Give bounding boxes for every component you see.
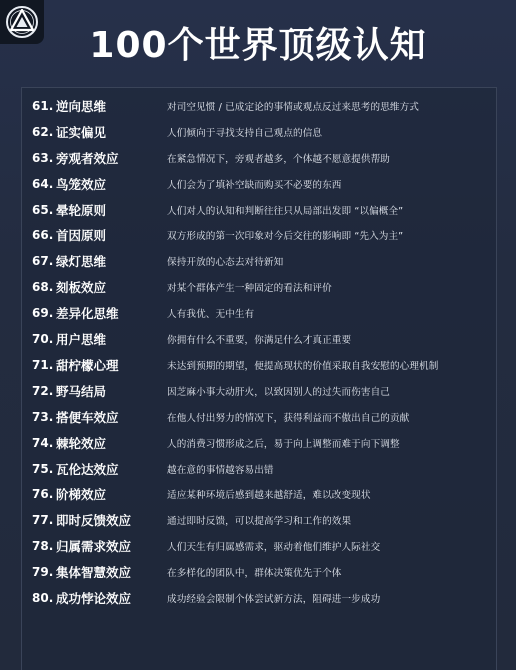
- item-description: 人们倾向于寻找支持自己观点的信息: [167, 127, 323, 139]
- item-number: 63.: [32, 150, 54, 165]
- item-term: 旁观者效应: [56, 150, 119, 166]
- list-item: [22, 274, 498, 300]
- item-number: 77.: [32, 513, 54, 528]
- list-item: [22, 171, 498, 197]
- item-description: 你拥有什么不重要，你满足什么才真正重要: [167, 335, 352, 347]
- page-title: 100个世界顶级认知: [89, 25, 427, 66]
- item-term: 绿灯思维: [56, 254, 107, 270]
- list-item: [22, 533, 498, 559]
- concept-list: [21, 87, 497, 670]
- item-number: 61.: [32, 98, 54, 113]
- list-item: [22, 482, 498, 508]
- item-term: 瓦伦达效应: [56, 461, 119, 477]
- item-number: 72.: [32, 383, 54, 398]
- item-number: 64.: [32, 176, 54, 191]
- item-description: 人有我优、无中生有: [167, 309, 255, 321]
- item-description: 人们会为了填补空缺而购买不必要的东西: [167, 179, 342, 191]
- item-number: 73.: [32, 409, 54, 424]
- item-description: 对司空见惯 / 已成定论的事情或观点反过来思考的思维方式: [167, 101, 419, 113]
- item-description: 通过即时反馈，可以提高学习和工作的效果: [167, 516, 352, 528]
- list-item: [22, 197, 498, 223]
- list-item: [22, 404, 498, 430]
- list-item: [22, 223, 498, 249]
- item-number: 79.: [32, 565, 54, 580]
- item-term: 首因原则: [56, 228, 107, 244]
- item-description: 适应某种环境后感到越来越舒适，难以改变现状: [167, 490, 371, 502]
- item-description: 在他人付出努力的情况下，获得利益而不傲出自己的贡献: [167, 412, 410, 424]
- item-term: 即时反馈效应: [56, 513, 132, 529]
- item-number: 76.: [32, 487, 54, 502]
- item-description: 未达到预期的期望，便提高现状的价值采取自我安慰的心理机制: [167, 360, 439, 372]
- item-term: 棘轮效应: [56, 435, 107, 451]
- item-term: 证实偏见: [56, 124, 107, 140]
- item-number: 70.: [32, 332, 54, 347]
- list-item: [22, 352, 498, 378]
- item-number: 69.: [32, 306, 54, 321]
- item-term: 用户思维: [56, 332, 107, 348]
- item-term: 差异化思维: [56, 306, 119, 322]
- item-term: 搭便车效应: [56, 409, 119, 425]
- item-term: 归属需求效应: [56, 539, 132, 555]
- item-term: 集体智慧效应: [56, 565, 132, 581]
- item-number: 67.: [32, 254, 54, 269]
- list-item: [22, 559, 498, 585]
- item-number: 75.: [32, 461, 54, 476]
- item-description: 在多样化的团队中，群体决策优先于个体: [167, 568, 342, 580]
- list-item: [22, 430, 498, 456]
- item-term: 甜柠檬心理: [56, 357, 119, 373]
- item-description: 双方形成的第一次印象对今后交往的影响即 “先入为主”: [167, 231, 404, 243]
- item-number: 62.: [32, 124, 54, 139]
- item-number: 71.: [32, 357, 54, 372]
- item-description: 保持开放的心态去对待新知: [167, 257, 284, 269]
- list-item: [22, 145, 498, 171]
- item-term: 野马结局: [56, 383, 107, 399]
- item-term: 阶梯效应: [56, 487, 107, 503]
- list-item: [22, 507, 498, 533]
- item-description: 成功经验会限制个体尝试新方法，阻碍进一步成功: [167, 594, 381, 606]
- item-number: 78.: [32, 539, 54, 554]
- list-item: [22, 300, 498, 326]
- item-number: 68.: [32, 280, 54, 295]
- item-description: 人的消费习惯形成之后，易于向上调整而难于向下调整: [167, 438, 400, 450]
- list-item: [22, 456, 498, 482]
- item-term: 鸟笼效应: [56, 176, 107, 192]
- item-number: 65.: [32, 202, 54, 217]
- item-description: 人们对人的认知和判断往往只从局部出发即 “以偏概全”: [167, 205, 404, 217]
- item-term: 晕轮原则: [56, 202, 107, 218]
- item-description: 因芝麻小事大动肝火，以致因别人的过失而伤害自己: [167, 386, 390, 398]
- item-description: 在紧急情况下，旁观者越多，个体越不愿意提供帮助: [167, 153, 390, 165]
- item-number: 80.: [32, 591, 54, 606]
- list-item: [22, 378, 498, 404]
- list-item: [22, 326, 498, 352]
- item-description: 人们天生有归属感需求，驱动着他们维护人际社交: [167, 542, 381, 554]
- item-description: 对某个群体产生一种固定的看法和评价: [167, 283, 332, 295]
- item-number: 74.: [32, 435, 54, 450]
- list-item: [22, 93, 498, 119]
- item-term: 刻板效应: [56, 280, 107, 296]
- item-term: 逆向思维: [56, 98, 107, 114]
- list-item: [22, 248, 498, 274]
- item-description: 越在意的事情越容易出错: [167, 464, 274, 476]
- list-item: [22, 119, 498, 145]
- item-number: 66.: [32, 228, 54, 243]
- item-term: 成功悖论效应: [56, 591, 132, 607]
- list-item: [22, 585, 498, 611]
